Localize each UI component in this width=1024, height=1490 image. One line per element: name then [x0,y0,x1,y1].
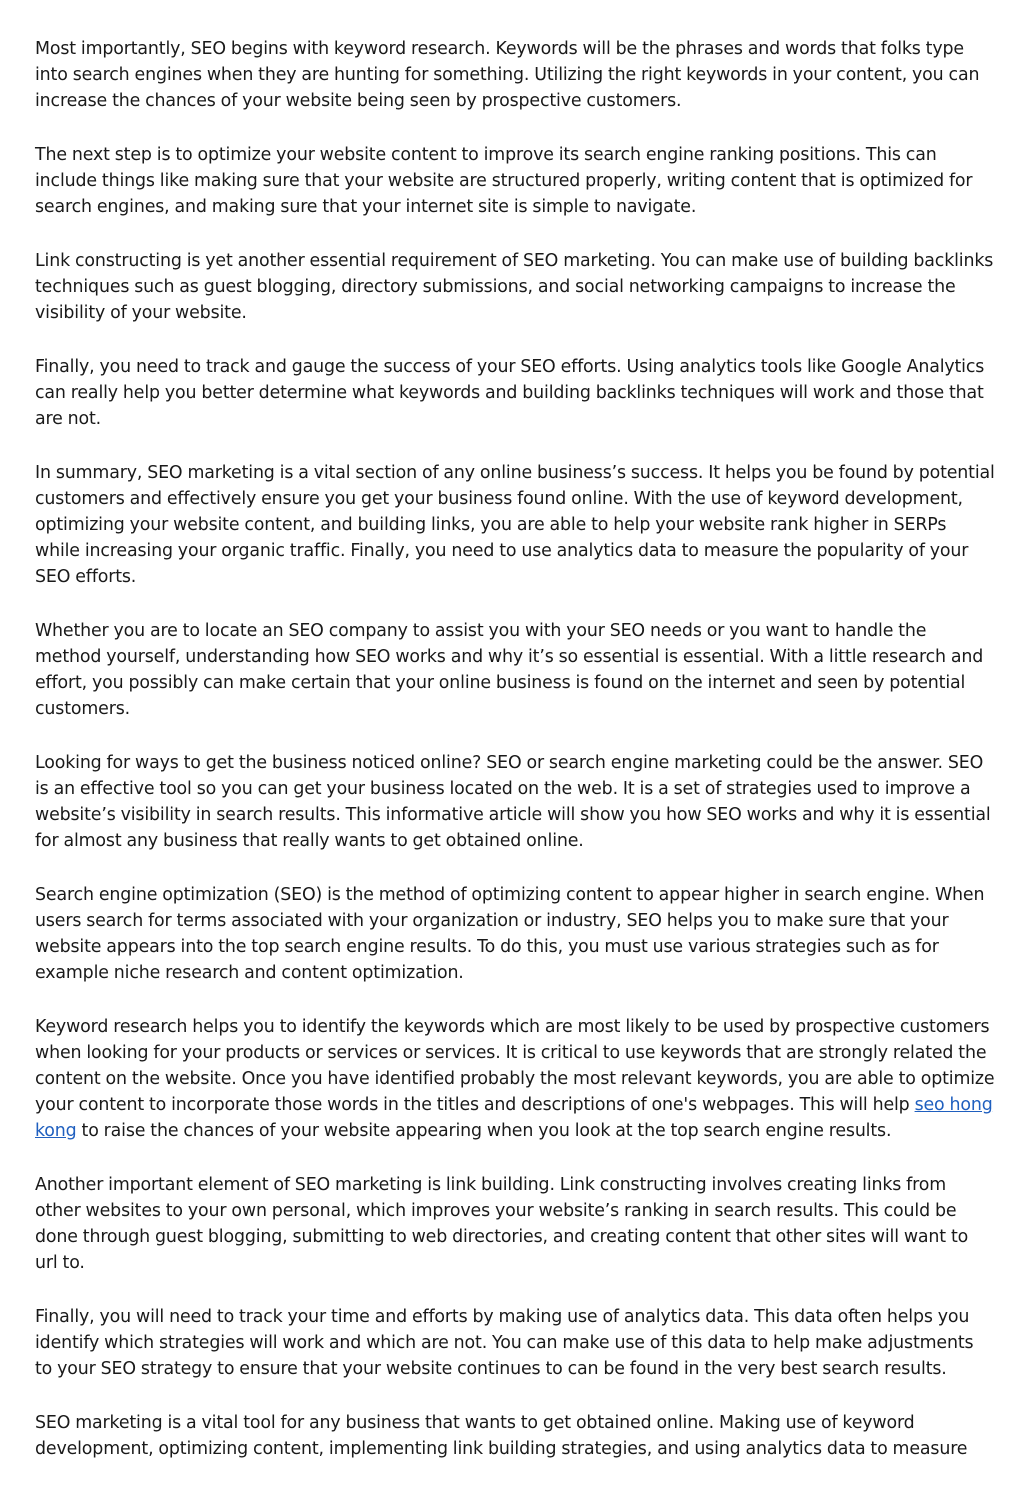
paragraph-link-constructing: Link constructing is yet another essential requirement of SEO marketing. You can make use of building backlinks techniques such as guest blogging, directory submissions, and social networking campaigns to increase the visibility of your website. [35,251,994,323]
paragraph-link-building: Another important element of SEO marketing is link building. Link constructing involves creating links from other websites to your own personal, which improves your website’s ranking in search results. This could be done through guest blogging, submitting to web directories, and creating content that other sites will want to url to. [35,1175,969,1273]
paragraph-seo-definition: Search engine optimization (SEO) is the method of optimizing content to appear higher in search engine. When users search for terms associated with your organization or industry, SEO helps you to make sure that your website appears into the top search engine results. To do this, you must use various strategies such as for example niche research and content optimization. [35,885,985,983]
paragraph-summary: In summary, SEO marketing is a vital section of any online business’s success. It helps you be found by potential customers and effectively ensure you get your business found online. With the use of keyword development, optimizing your website content, and building links, you are able to help your website rank higher in SERPs while increasing your organic traffic. Finally, you need to use analytics data to measure the popularity of your SEO efforts. [35,463,995,587]
paragraph-text-before-link: Keyword research helps you to identify the keywords which are most likely to be used by prospective customers when looking for your products or services or services. It is critical to use keywords that are strongly related the content on the website. Once you have identified probably the most relevant keywords, you are able to optimize your content to incorporate those words in the titles and descriptions of one's webpages. This will help [35,1017,995,1115]
paragraph-get-noticed: Looking for ways to get the business noticed online? SEO or search engine marketing could be the answer. SEO is an effective tool so you can get your business located on the web. It is a set of strategies used to improve a website’s visibility in search results. This informative article will show you how SEO works and why it is essential for almost any business that really wants to get obtained online. [35,753,991,851]
paragraph-seo-company: Whether you are to locate an SEO company to assist you with your SEO needs or you want to handle the method yourself, understanding how SEO works and why it’s so essential is essential. With a little research and effort, you possibly can make certain that your online business is found on the internet and seen by potential customers. [35,621,984,719]
paragraph-keyword-identify [35,1014,995,1144]
paragraph-keyword-research: Most importantly, SEO begins with keyword research. Keywords will be the phrases and words that folks type into search engines when they are hunting for something. Utilizing the right keywords in your content, you can increase the chances of your website being seen by prospective customers. [35,39,980,111]
seo-hong-kong-link[interactable]: seo hong kong [35,1095,993,1141]
document-body [35,36,995,1490]
paragraph-analytics-data: Finally, you will need to track your time and efforts by making use of analytics data. This data often helps you identify which strategies will work and which are not. You can make use of this data to help make adjustments to your SEO strategy to ensure that your website continues to can be found in the very best search results. [35,1307,974,1379]
paragraph-vital-tool: SEO marketing is a vital tool for any business that wants to get obtained online. Making use of keyword development, optimizing content, implementing link building strategies, and using analytics data to measure [35,1413,968,1459]
paragraph-text-after-link: to raise the chances of your website appearing when you look at the top search engine results. [76,1121,892,1141]
paragraph-track-success: Finally, you need to track and gauge the success of your SEO efforts. Using analytics tools like Google Analytics can really help you better determine what keywords and building backlinks techniques will work and those that are not. [35,357,985,429]
paragraph-optimize-content: The next step is to optimize your website content to improve its search engine ranking positions. This can include things like making sure that your website are structured properly, writing content that is optimized for search engines, and making sure that your internet site is simple to navigate. [35,145,973,217]
